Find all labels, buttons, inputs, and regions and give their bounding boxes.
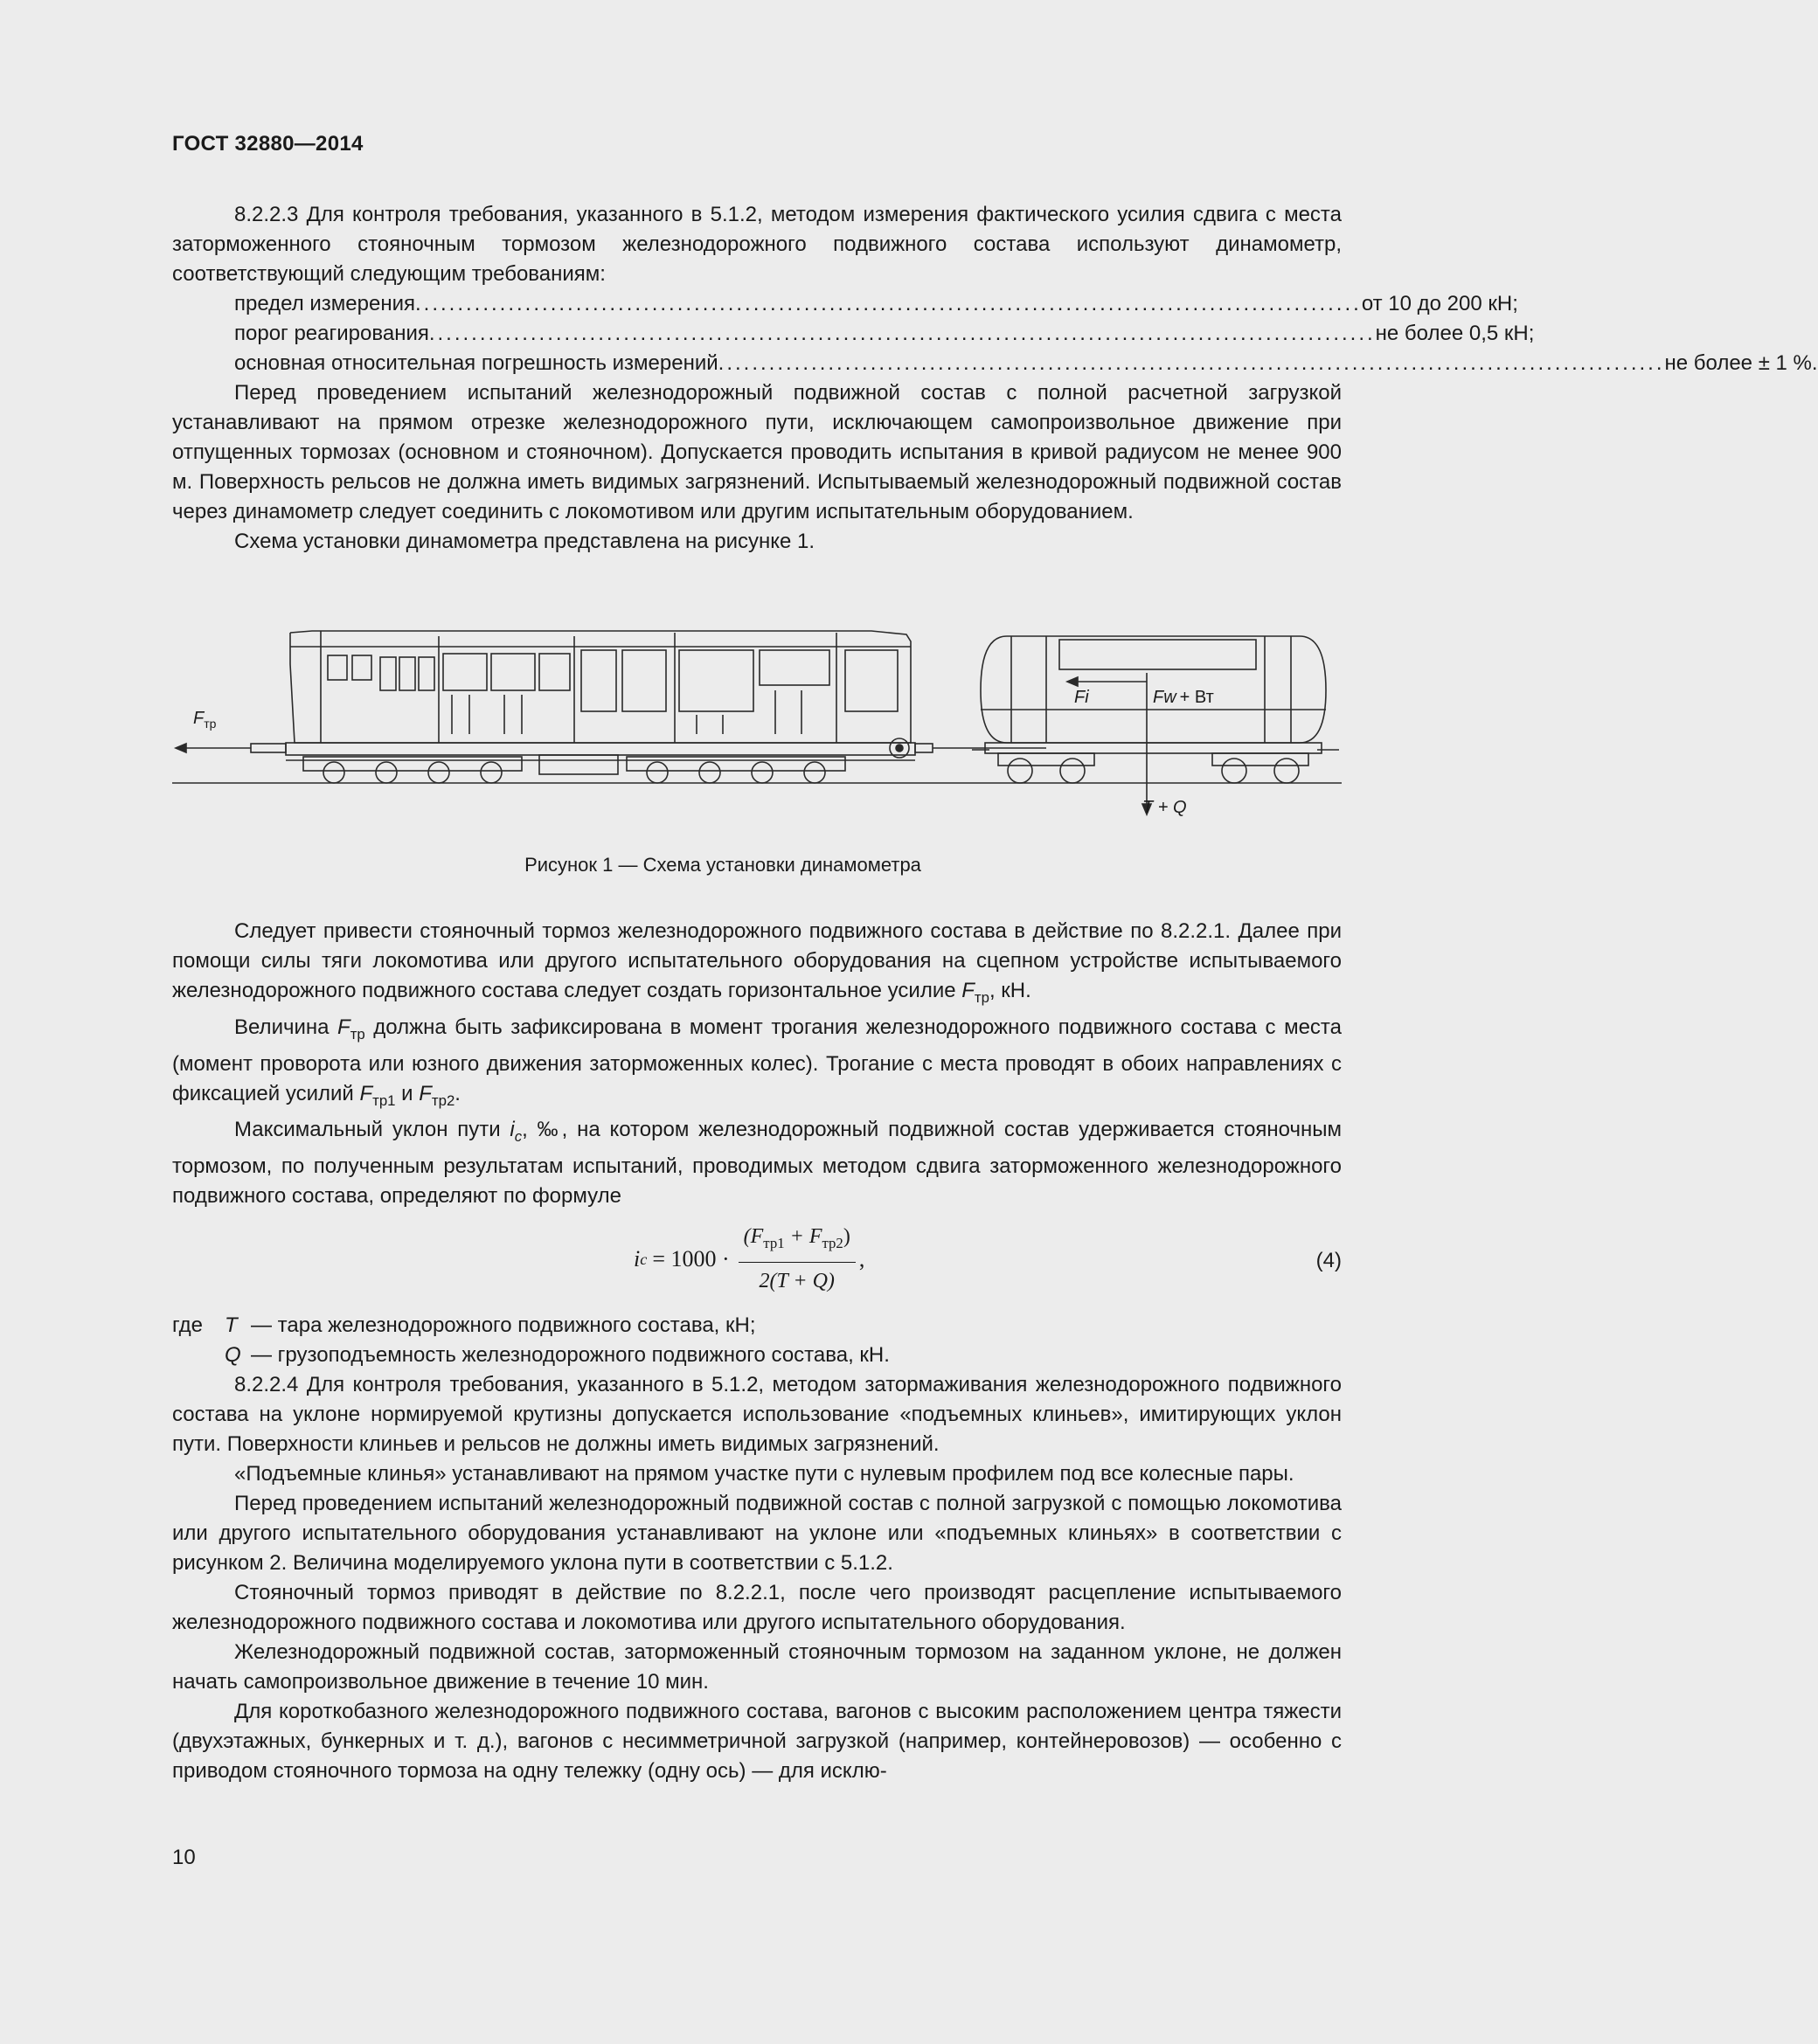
formula-4: [172, 1215, 1342, 1311]
requirement-label: порог реагирования: [234, 322, 429, 345]
label-fi: Fi: [1074, 688, 1089, 707]
paragraph-setup-slope: Перед проведением испытаний железнодорожный подвижной состав с полной загрузкой с помощью локомотива или другого испытательного оборудования устанавливают на уклоне или «подъемных клиньях» в соответствии с рисунком 2. Величина моделируемого уклона пути в соответствии с 5.1.2.: [172, 1492, 1342, 1576]
paragraph-uncoupling: Стояночный тормоз приводят в действие по 8.2.2.1, после чего производят расцепление испытываемого железнодорожного подвижного состава и локомотива или другого испытательного оборудования.: [172, 1581, 1342, 1635]
figure-dynamometer-scheme: [172, 612, 1342, 821]
section-8-2-2-3-cont: [172, 917, 1342, 1786]
paragraph-8-2-2-4: 8.2.2.4 Для контроля требования, указанного в 5.1.2, методом затормаживания железнодорожного подвижного состава на уклоне нормируемой крутизны допускается использование «подъемных клиньев», имитирующих уклон пути. Поверхности клиньев и рельсов не должны иметь видимых загрязнений.: [172, 1373, 1342, 1457]
where-text: — тара железнодорожного подвижного состава, кН;: [251, 1313, 756, 1338]
paragraph-wedges: «Подъемные клинья» устанавливают на прямом участке пути с нулевым профилем под все колесные пары.: [234, 1462, 1294, 1486]
paragraph-ftr-value: Величина $F_{тр}$ должна быть зафиксирована в момент трогания железнодорожного подвижного состава с места (момент проворота или юзного движения заторможенных колес). Трогание с места проводят в обоих направлениях с фиксацией усилий $F_{тр1}$ и $F_{тр2}$.: [172, 1015, 1342, 1109]
requirement-label: предел измерения: [234, 292, 415, 315]
requirement-row: [234, 319, 1535, 349]
page-number: 10: [172, 1846, 196, 1869]
where-symbol: T: [225, 1313, 238, 1338]
section-8-2-2-3: [172, 200, 1818, 557]
where-row: [172, 1311, 1342, 1341]
where-lead: где: [172, 1313, 204, 1338]
requirement-value: не более ± 1 %.: [1664, 351, 1818, 375]
label-fw: Fw + Вт: [1153, 688, 1214, 707]
where-symbol: Q: [225, 1343, 241, 1368]
paragraph-apply-brake: Следует привести стояночный тормоз железнодорожного подвижного состава в действие по 8.2.2.1. Далее при помощи силы тяги локомотива или другого испытательного оборудования на сцепном устройстве испытываемого железнодорожного подвижного состава следует создать горизонтальное усилие $F_{тр}$, кН.: [172, 919, 1342, 1006]
formula-expression: i c = 1000 · $\frac{(F_{тр1} + F_{тр2})}{2(T + Q)}$ ,: [634, 1222, 864, 1296]
tank-wagon-drawing: [972, 636, 1339, 783]
paragraph-max-slope: Максимальный уклон пути $i_c$, ‰, на котором железнодорожный подвижной состав удерживается стояночным тормозом, по полученным результатам испытаний, проводимых методом сдвига заторможенного железнодорожного подвижного состава, определяют по формуле: [172, 1118, 1342, 1209]
requirement-label: основная относительная погрешность измерений: [234, 351, 718, 375]
label-ftr: $F_{тр}$: [193, 709, 217, 731]
formula-fraction: $\frac{(F_{тр1} + F_{тр2})}{2(T + Q)}$: [739, 1222, 856, 1296]
paragraph-scheme-ref: Схема установки динамометра представлена на рисунке 1.: [234, 530, 815, 553]
requirement-value: не более 0,5 кН;: [1375, 322, 1535, 345]
equation-number: (4): [1315, 1249, 1342, 1273]
paragraph-setup: Перед проведением испытаний железнодорожный подвижной состав с полной расчетной загрузкой устанавливают на прямом отрезке железнодорожного пути, исключающем самопроизвольное движение при отпущенных тормозах (основном и стояночном). Допускается проводить испытания в кривой радиусом не менее 900 м. Поверхность рельсов не должна иметь видимых загрязнений. Испытываемый железнодорожный подвижной состав через динамометр следует соединить с локомотивом или другим испытательным оборудованием.: [172, 381, 1342, 523]
requirement-row: [234, 289, 1518, 319]
leader-dots: ................................................................................................................: [415, 292, 1362, 315]
where-row: [172, 1341, 1342, 1370]
leader-dots: ................................................................................................................: [718, 351, 1665, 375]
leader-dots: ................................................................................................................: [428, 322, 1376, 345]
figure-caption: Рисунок 1 — Схема установки динамометра: [524, 854, 921, 876]
requirement-value: от 10 до 200 кН;: [1361, 292, 1518, 315]
paragraph-short-base: Для короткобазного железнодорожного подвижного состава, вагонов с высоким расположением центра тяжести (двухэтажных, бункерных и т. д.), вагонов с несимметричной загрузкой (например, контейнеровозов) — особенно с приводом стояночного тормоза на одну тележку (одну ось) — для исклю-: [172, 1700, 1342, 1784]
label-tq: T + Q: [1142, 798, 1187, 817]
where-text: — грузоподъемность железнодорожного подвижного состава, кН.: [251, 1343, 890, 1368]
requirement-row: [234, 349, 1818, 378]
paragraph-intro: 8.2.2.3 Для контроля требования, указанного в 5.1.2, методом измерения фактического усилия сдвига с места заторможенного стояночным тормозом железнодорожного подвижного состава используют динамометр, соответствующий следующим требованиям:: [172, 203, 1342, 286]
paragraph-no-movement: Железнодорожный подвижной состав, заторможенный стояночным тормозом на заданном уклоне, не должен начать самопроизвольное движение в течение 10 мин.: [172, 1640, 1342, 1694]
locomotive-drawing: [251, 631, 933, 783]
document-code: ГОСТ 32880—2014: [172, 132, 364, 156]
